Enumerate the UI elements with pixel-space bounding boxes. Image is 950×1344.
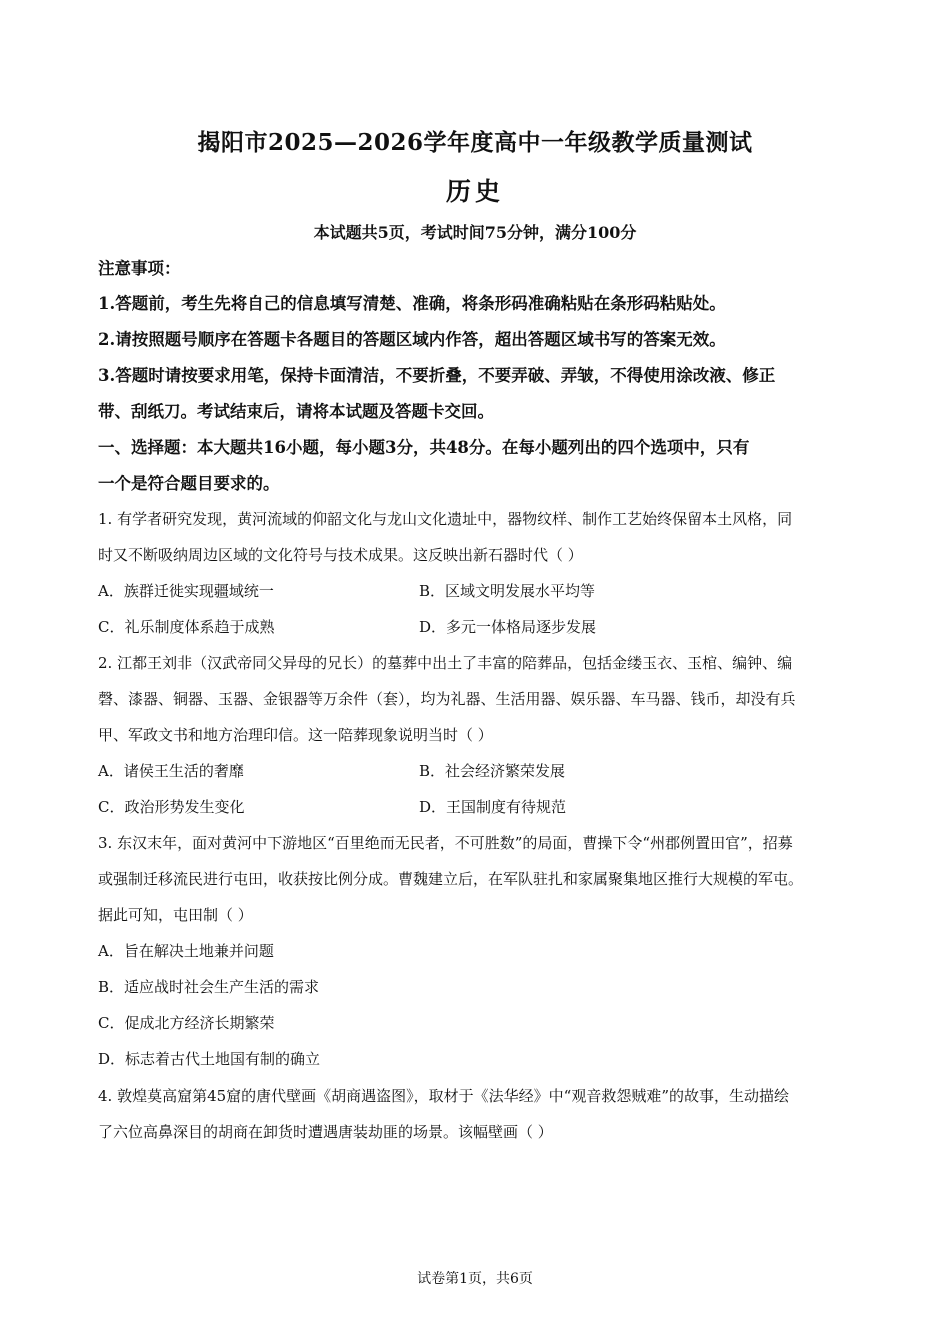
notes-item: 带、刮纸刀。考试结束后，请将本试题及答题卡交回。 [98, 402, 494, 421]
question-3-text: 据此可知，屯田制（ ） [98, 906, 253, 924]
question-3-option-b: B．适应战时社会生产生活的需求 [98, 978, 320, 996]
question-3-text: 3. 东汉末年，面对黄河中下游地区“百里绝而无民者，不可胜数”的局面，曹操下令“州郡例置田官”，招募 [98, 834, 793, 852]
question-2-option-c: C．政治形势发生变化 [98, 798, 245, 816]
question-4-text: 了六位高鼻深目的胡商在卸货时遭遇唐装劫匪的场景。该幅壁画（ ） [98, 1123, 553, 1141]
question-2-option-d: D．王国制度有待规范 [419, 798, 567, 816]
subject-title: 历史 [445, 177, 504, 206]
question-2-option-b: B．社会经济繁荣发展 [419, 762, 566, 780]
notes-item: 2.请按照题号顺序在答题卡各题目的答题区域内作答，超出答题区域书写的答案无效。 [98, 330, 726, 349]
question-3-option-a: A．旨在解决土地兼并问题 [98, 942, 274, 960]
question-2-text: 2. 江都王刘非（汉武帝同父异母的兄长）的墓葬中出土了丰富的陪葬品，包括金缕玉衣、玉棺、编钟、编 [98, 654, 793, 672]
exam-info: 本试题共5页，考试时间75分钟，满分100分 [313, 223, 637, 242]
question-1-option-b: B．区域文明发展水平均等 [419, 582, 596, 600]
notes-item: 1.答题前，考生先将自己的信息填写清楚、准确，将条形码准确粘贴在条形码粘贴处。 [98, 294, 726, 313]
question-1-option-a: A．族群迁徙实现疆域统一 [98, 582, 274, 600]
question-3-option-d: D．标志着古代土地国有制的确立 [98, 1050, 321, 1068]
notes-heading: 注意事项： [98, 259, 181, 278]
question-1-text: 时又不断吸纳周边区域的文化符号与技术成果。这反映出新石器时代（ ） [98, 546, 583, 564]
question-4-text: 4. 敦煌莫高窟第45窟的唐代壁画《胡商遇盗图》，取材于《法华经》中“观音救怨贼难”的故事，生动描绘 [98, 1087, 790, 1105]
question-2-option-a: A．诸侯王生活的奢靡 [98, 762, 244, 780]
question-3-text: 或强制迁移流民进行屯田，收获按比例分成。曹魏建立后，在军队驻扎和家属聚集地区推行大规模的军屯。 [98, 870, 804, 888]
exam-title: 揭阳市2025—2026学年度高中一年级教学质量测试 [197, 129, 753, 156]
page-footer: 试卷第1页，共6页 [417, 1271, 533, 1287]
notes-item: 3.答题时请按要求用笔，保持卡面清洁，不要折叠，不要弄破、弄皱，不得使用涂改液、修正 [98, 366, 776, 385]
section-heading-cont: 一个是符合题目要求的。 [98, 474, 280, 493]
question-1-option-c: C．礼乐制度体系趋于成熟 [98, 618, 275, 636]
question-2-text: 磬、漆器、铜器、玉器、金银器等万余件（套），均为礼器、生活用器、娱乐器、车马器、钱币，却没有兵 [98, 690, 796, 708]
question-2-text: 甲、军政文书和地方治理印信。这一陪葬现象说明当时（ ） [98, 726, 493, 744]
section-heading: 一、选择题：本大题共16小题，每小题3分，共48分。在每小题列出的四个选项中，只有 [98, 438, 750, 457]
question-1-option-d: D．多元一体格局逐步发展 [419, 618, 597, 636]
question-3-option-c: C．促成北方经济长期繁荣 [98, 1014, 275, 1032]
question-1-text: 1. 有学者研究发现，黄河流域的仰韶文化与龙山文化遗址中，器物纹样、制作工艺始终保留本土风格，同 [98, 510, 793, 528]
